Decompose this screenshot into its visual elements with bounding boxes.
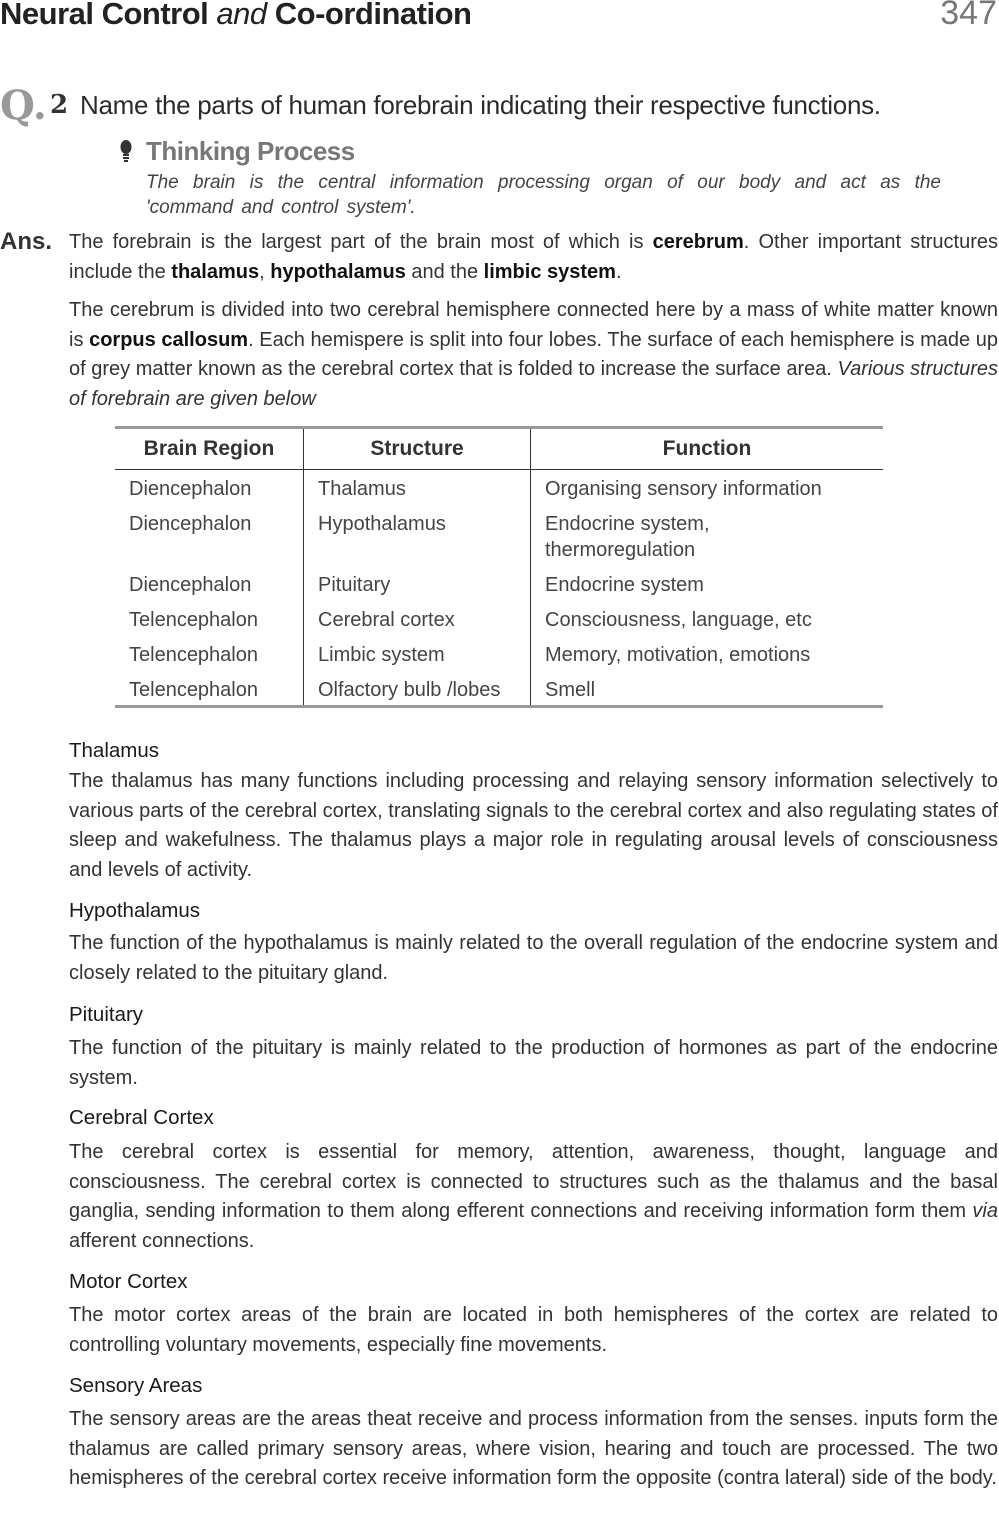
lightbulb-icon <box>120 140 132 164</box>
text-run: . Each hemispere is split into four lobes. The surface of each hemisphere is made up of grey matter known as the cerebral cortex that is folded to increase the surface area. <box>69 328 999 381</box>
table-row <box>115 505 883 566</box>
text-run: . <box>615 260 622 283</box>
structure-cell: Thalamus <box>304 470 531 506</box>
function-cell: Endocrine system, thermoregulation <box>531 505 884 566</box>
text-run: The function of the hypothalamus is mainly related to the overall regulation of the endocrine system and closely related to the pituitary gland. <box>69 932 998 984</box>
bold-term: cerebrum <box>652 231 744 253</box>
answer-paragraph <box>69 228 998 287</box>
italic-text: Various structures of forebrain are given below <box>69 358 998 410</box>
thinking-process-title: Thinking Process <box>146 136 355 166</box>
section-heading: Sensory Areas <box>69 1374 203 1397</box>
text-run: . Other important structures include the <box>69 231 998 283</box>
text-run: The motor cortex areas of the brain are located in both hemispheres of the cortex are related to controlling voluntary movements, especially fine movements. <box>69 1304 998 1356</box>
structure-cell: Hypothalamus <box>304 505 531 566</box>
title-part: and <box>216 0 267 31</box>
table-row <box>115 671 883 707</box>
function-cell: Smell <box>531 671 884 707</box>
section-body <box>69 929 998 988</box>
text-run: The cerebrum is divided into two cerebral hemisphere connected here by a mass of white matter known is <box>69 299 998 351</box>
text-run: The sensory areas are the areas theat receive and process information from the senses. inputs form the thalamus are called primary sensory areas, where vision, hearing and touch are processed. The two hemispheres of the cerebral cortex receive information form the opposite (contra lateral) side of the body. <box>69 1408 998 1490</box>
brain-region-cell: Diencephalon <box>129 513 252 535</box>
bold-term: hypothalamus <box>270 260 406 283</box>
table-row <box>115 470 883 506</box>
structure-cell: Limbic system <box>304 636 531 671</box>
section-heading: Hypothalamus <box>69 899 201 922</box>
section-body <box>69 1405 998 1494</box>
brain-region-cell: Diencephalon <box>129 478 252 500</box>
chapter-title <box>0 0 471 32</box>
brain-region-cell: Diencephalon <box>129 574 252 596</box>
bold-term: corpus callosum <box>89 328 249 351</box>
title-part: Neural Control <box>0 0 209 31</box>
thinking-process-text: The brain is the central information processing organ of our body and act as the 'command and control system'. <box>146 172 941 218</box>
answer-paragraph <box>69 296 998 414</box>
function-cell: Organising sensory information <box>531 470 884 506</box>
section-heading: Pituitary <box>69 1003 144 1026</box>
forebrain-table <box>115 426 883 708</box>
text-run: The thalamus has many functions including processing and relaying sensory information selectively to various parts of the cerebral cortex, translating signals to the cerebral cortex and also regulating states of sleep and wakefulness. The thalamus plays a major role in regulating arousal levels of consciousness and levels of activity. <box>69 770 998 881</box>
text-run: The function of the pituitary is mainly related to the production of hormones as part of the endocrine system. <box>69 1037 998 1089</box>
text-run: and the <box>405 260 484 283</box>
function-cell: Endocrine system <box>531 566 884 601</box>
brain-region-cell: Telencephalon <box>115 671 304 707</box>
italic-text: via <box>972 1200 998 1223</box>
bold-term: limbic system <box>483 260 616 283</box>
answer-label: Ans. <box>0 228 53 255</box>
section-body <box>69 1034 998 1093</box>
section-body <box>69 1301 998 1360</box>
text-run: afferent connections. <box>69 1229 255 1252</box>
title-part: Co-ordination <box>274 0 472 31</box>
function-cell: Memory, motivation, emotions <box>531 636 884 671</box>
text-run: The forebrain is the largest part of the brain most of which is <box>69 231 653 253</box>
column-header: Brain Region <box>115 428 304 470</box>
table-row <box>115 636 883 671</box>
question-mark-label: Q. <box>0 82 47 129</box>
section-heading: Cerebral Cortex <box>69 1106 214 1129</box>
brain-region-cell: Telencephalon <box>129 644 258 666</box>
function-cell: Consciousness, language, etc <box>531 601 884 636</box>
table-header-row <box>115 428 883 470</box>
table-row <box>115 566 883 601</box>
structure-cell: Olfactory bulb /lobes <box>304 671 531 707</box>
page-number: 347 <box>940 0 997 32</box>
column-header: Structure <box>304 428 531 470</box>
structure-cell: Pituitary <box>304 566 531 601</box>
column-header: Function <box>531 428 884 470</box>
question-number: 2 <box>50 90 69 120</box>
question-text: Name the parts of human forebrain indicating their respective functions. <box>80 90 881 120</box>
text-run: , <box>259 260 271 283</box>
brain-region-cell: Telencephalon <box>129 609 258 631</box>
table-row <box>115 601 883 636</box>
structure-cell: Cerebral cortex <box>304 601 531 636</box>
section-heading: Thalamus <box>69 739 160 762</box>
section-heading: Motor Cortex <box>69 1270 188 1293</box>
section-body <box>69 1138 998 1256</box>
text-run: The cerebral cortex is essential for memory, attention, awareness, thought, language and consciousness. The cerebral cortex is connected to structures such as the thalamus and the basal ganglia, sending information to them along efferent connections and receiving information form them <box>69 1141 998 1223</box>
bold-term: thalamus <box>171 260 260 283</box>
section-body <box>69 767 998 885</box>
